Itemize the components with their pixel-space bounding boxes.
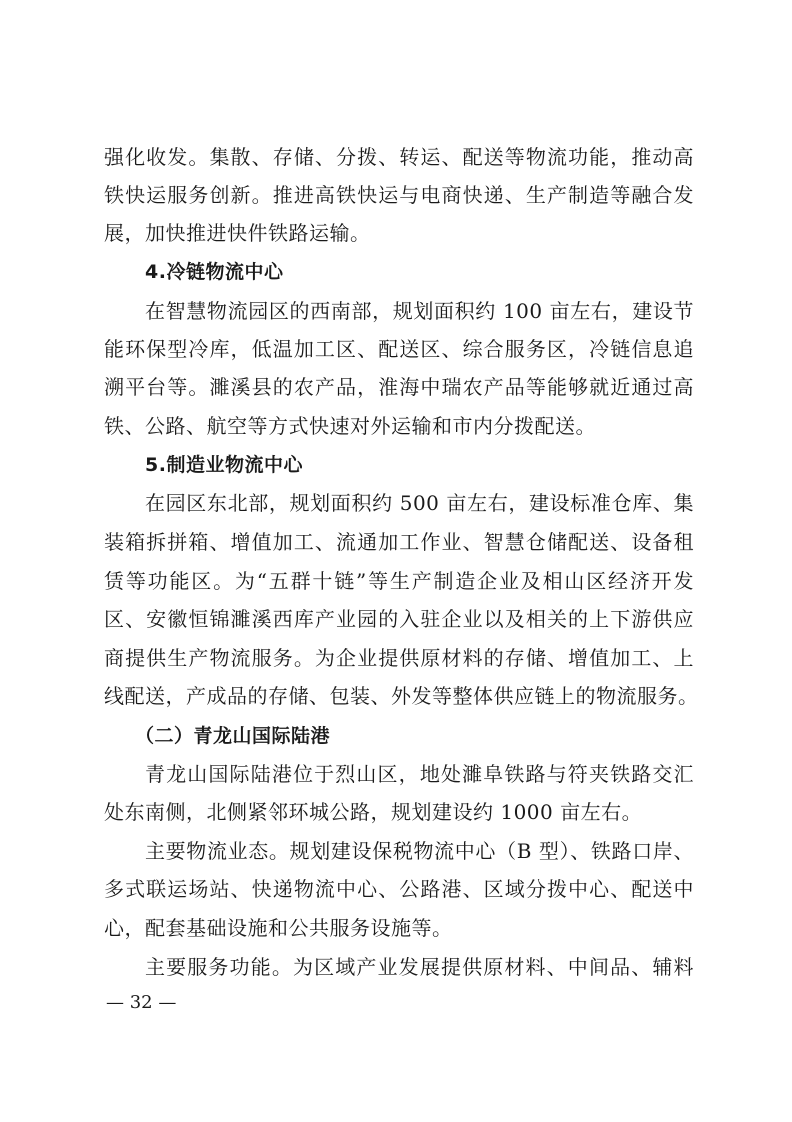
paragraph-line: 能环保型冷库，低温加工区、配送区、综合服务区，冷链信息追 xyxy=(104,337,694,361)
paragraph-line: 溯平台等。濉溪县的农产品，淮海中瑞农产品等能够就近通过高 xyxy=(104,375,694,399)
section-heading: 4.冷链物流中心 xyxy=(145,261,284,283)
paragraph-line: 在智慧物流园区的西南部，规划面积约 100 亩左右，建设节 xyxy=(145,299,694,323)
page-number: — 32 — xyxy=(106,992,177,1013)
paragraph-line: 强化收发。集散、存储、分拨、转运、配送等物流功能，推动高 xyxy=(104,145,694,169)
paragraph-line: 展，加快推进快件铁路运输。 xyxy=(104,221,371,245)
paragraph-line: 赁等功能区。为“五群十链”等生产制造企业及相山区经济开发 xyxy=(104,569,694,593)
paragraph-line: 线配送，产成品的存储、包装、外发等整体供应链上的物流服务。 xyxy=(104,684,699,708)
section-heading: 5.制造业物流中心 xyxy=(145,454,303,476)
paragraph-line: 商提供生产物流服务。为企业提供原材料的存储、增值加工、上 xyxy=(104,646,694,670)
paragraph-line: 青龙山国际陆港位于烈山区，地处濉阜铁路与符夹铁路交汇 xyxy=(145,762,694,786)
paragraph-line: 心，配套基础设施和公共服务设施等。 xyxy=(104,916,453,940)
paragraph-line: 区、安徽恒锦濉溪西库产业园的入驻企业以及相关的上下游供应 xyxy=(104,607,694,631)
paragraph-line: 铁、公路、航空等方式快速对外运输和市内分拨配送。 xyxy=(104,414,596,438)
paragraph-line: 主要服务功能。为区域产业发展提供原材料、中间品、辅料 xyxy=(145,955,694,979)
section-heading: （二）青龙山国际陆港 xyxy=(135,725,331,747)
paragraph-line: 主要物流业态。规划建设保税物流中心（B 型）、铁路口岸、 xyxy=(145,839,694,863)
paragraph-line: 多式联运场站、快递物流中心、公路港、区域分拨中心、配送中 xyxy=(104,877,694,901)
paragraph-line: 铁快运服务创新。推进高铁快运与电商快递、生产制造等融合发 xyxy=(104,183,694,207)
paragraph-line: 在园区东北部，规划面积约 500 亩左右，建设标准仓库、集 xyxy=(145,491,694,515)
paragraph-line: 处东南侧，北侧紧邻环城公路，规划建设约 1000 亩左右。 xyxy=(104,800,643,824)
paragraph-line: 装箱拆拼箱、增值加工、流通加工作业、智慧仓储配送、设备租 xyxy=(104,530,694,554)
